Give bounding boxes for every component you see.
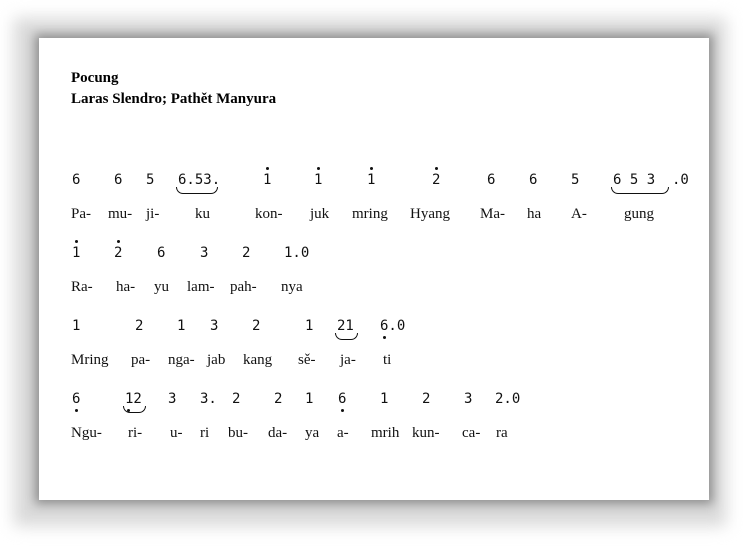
syllable: ca- xyxy=(462,425,481,441)
note: 1 xyxy=(305,318,314,334)
syllable: nya xyxy=(281,279,303,295)
low-octave-dot xyxy=(383,336,386,339)
note: 6 xyxy=(72,391,81,407)
note: 2 xyxy=(252,318,261,334)
note: 2.0 xyxy=(495,391,521,407)
slur-arc xyxy=(611,187,669,194)
note: 6 xyxy=(157,245,166,261)
syllable: sě- xyxy=(298,352,316,368)
note: 6 xyxy=(72,172,81,188)
syllable: kun- xyxy=(412,425,440,441)
note: 3 xyxy=(210,318,219,334)
slur-arc xyxy=(335,333,358,340)
syllable: ri- xyxy=(128,425,143,441)
syllable: da- xyxy=(268,425,288,441)
high-octave-dot xyxy=(435,167,438,170)
song-subtitle: Laras Slendro; Pathět Manyura xyxy=(71,91,277,107)
syllable: kang xyxy=(243,352,273,368)
syllable: ku xyxy=(195,206,210,222)
syllable: lam- xyxy=(187,279,215,295)
syllable: ya xyxy=(305,425,320,441)
syllable: ha- xyxy=(116,279,136,295)
low-octave-dot xyxy=(75,409,78,412)
note: 2 xyxy=(114,245,123,261)
note: 6 xyxy=(114,172,123,188)
syllable: pah- xyxy=(230,279,257,295)
syllable: Mring xyxy=(71,352,109,368)
syllable: ri xyxy=(200,425,210,441)
syllable: A- xyxy=(571,206,587,222)
note: 6 xyxy=(529,172,538,188)
note: 3. xyxy=(200,391,217,407)
syllable: bu- xyxy=(228,425,248,441)
syllable: pa- xyxy=(131,352,151,368)
high-octave-dot xyxy=(370,167,373,170)
note: 6.53. xyxy=(178,172,221,188)
note: 1 xyxy=(305,391,314,407)
syllable: ha xyxy=(527,206,542,222)
note: .0 xyxy=(672,172,689,188)
syllable: Ra- xyxy=(71,279,93,295)
note: 6.0 xyxy=(380,318,406,334)
high-octave-dot xyxy=(117,240,120,243)
note: 2 xyxy=(232,391,241,407)
syllable: mrih xyxy=(371,425,400,441)
syllable: u- xyxy=(170,425,183,441)
syllable: juk xyxy=(310,206,330,222)
note: 3 xyxy=(168,391,177,407)
song-title: Pocung xyxy=(71,70,119,86)
note: 5 xyxy=(571,172,580,188)
note: 21 xyxy=(337,318,354,334)
syllable: ji- xyxy=(146,206,160,222)
syllable: Hyang xyxy=(410,206,450,222)
note: 2 xyxy=(432,172,441,188)
note: 2 xyxy=(242,245,251,261)
syllable: ti xyxy=(383,352,392,368)
note: 12 xyxy=(125,391,142,407)
note: 6 xyxy=(487,172,496,188)
high-octave-dot xyxy=(266,167,269,170)
syllable: kon- xyxy=(255,206,283,222)
syllable: ja- xyxy=(340,352,356,368)
note: 1 xyxy=(72,245,81,261)
high-octave-dot xyxy=(317,167,320,170)
note: 6 xyxy=(338,391,347,407)
syllable: Ma- xyxy=(480,206,505,222)
note: 3 xyxy=(200,245,209,261)
note: 1.0 xyxy=(284,245,310,261)
syllable: Pa- xyxy=(71,206,91,222)
note: 1 xyxy=(314,172,323,188)
note: 5 xyxy=(146,172,155,188)
note: 2 xyxy=(422,391,431,407)
note: 1 xyxy=(263,172,272,188)
high-octave-dot xyxy=(75,240,78,243)
syllable: mring xyxy=(352,206,388,222)
note: 1 xyxy=(367,172,376,188)
note: 6 5 3 xyxy=(613,172,656,188)
syllable: mu- xyxy=(108,206,133,222)
syllable: ra xyxy=(496,425,508,441)
note: 1 xyxy=(177,318,186,334)
syllable: gung xyxy=(624,206,654,222)
syllable: jab xyxy=(207,352,226,368)
syllable: Ngu- xyxy=(71,425,102,441)
syllable: a- xyxy=(337,425,349,441)
note: 2 xyxy=(135,318,144,334)
note: 1 xyxy=(380,391,389,407)
syllable: yu xyxy=(154,279,169,295)
note: 2 xyxy=(274,391,283,407)
low-octave-dot xyxy=(127,409,130,412)
slur-arc xyxy=(176,187,218,194)
note: 3 xyxy=(464,391,473,407)
note: 1 xyxy=(72,318,81,334)
syllable: nga- xyxy=(168,352,195,368)
low-octave-dot xyxy=(341,409,344,412)
